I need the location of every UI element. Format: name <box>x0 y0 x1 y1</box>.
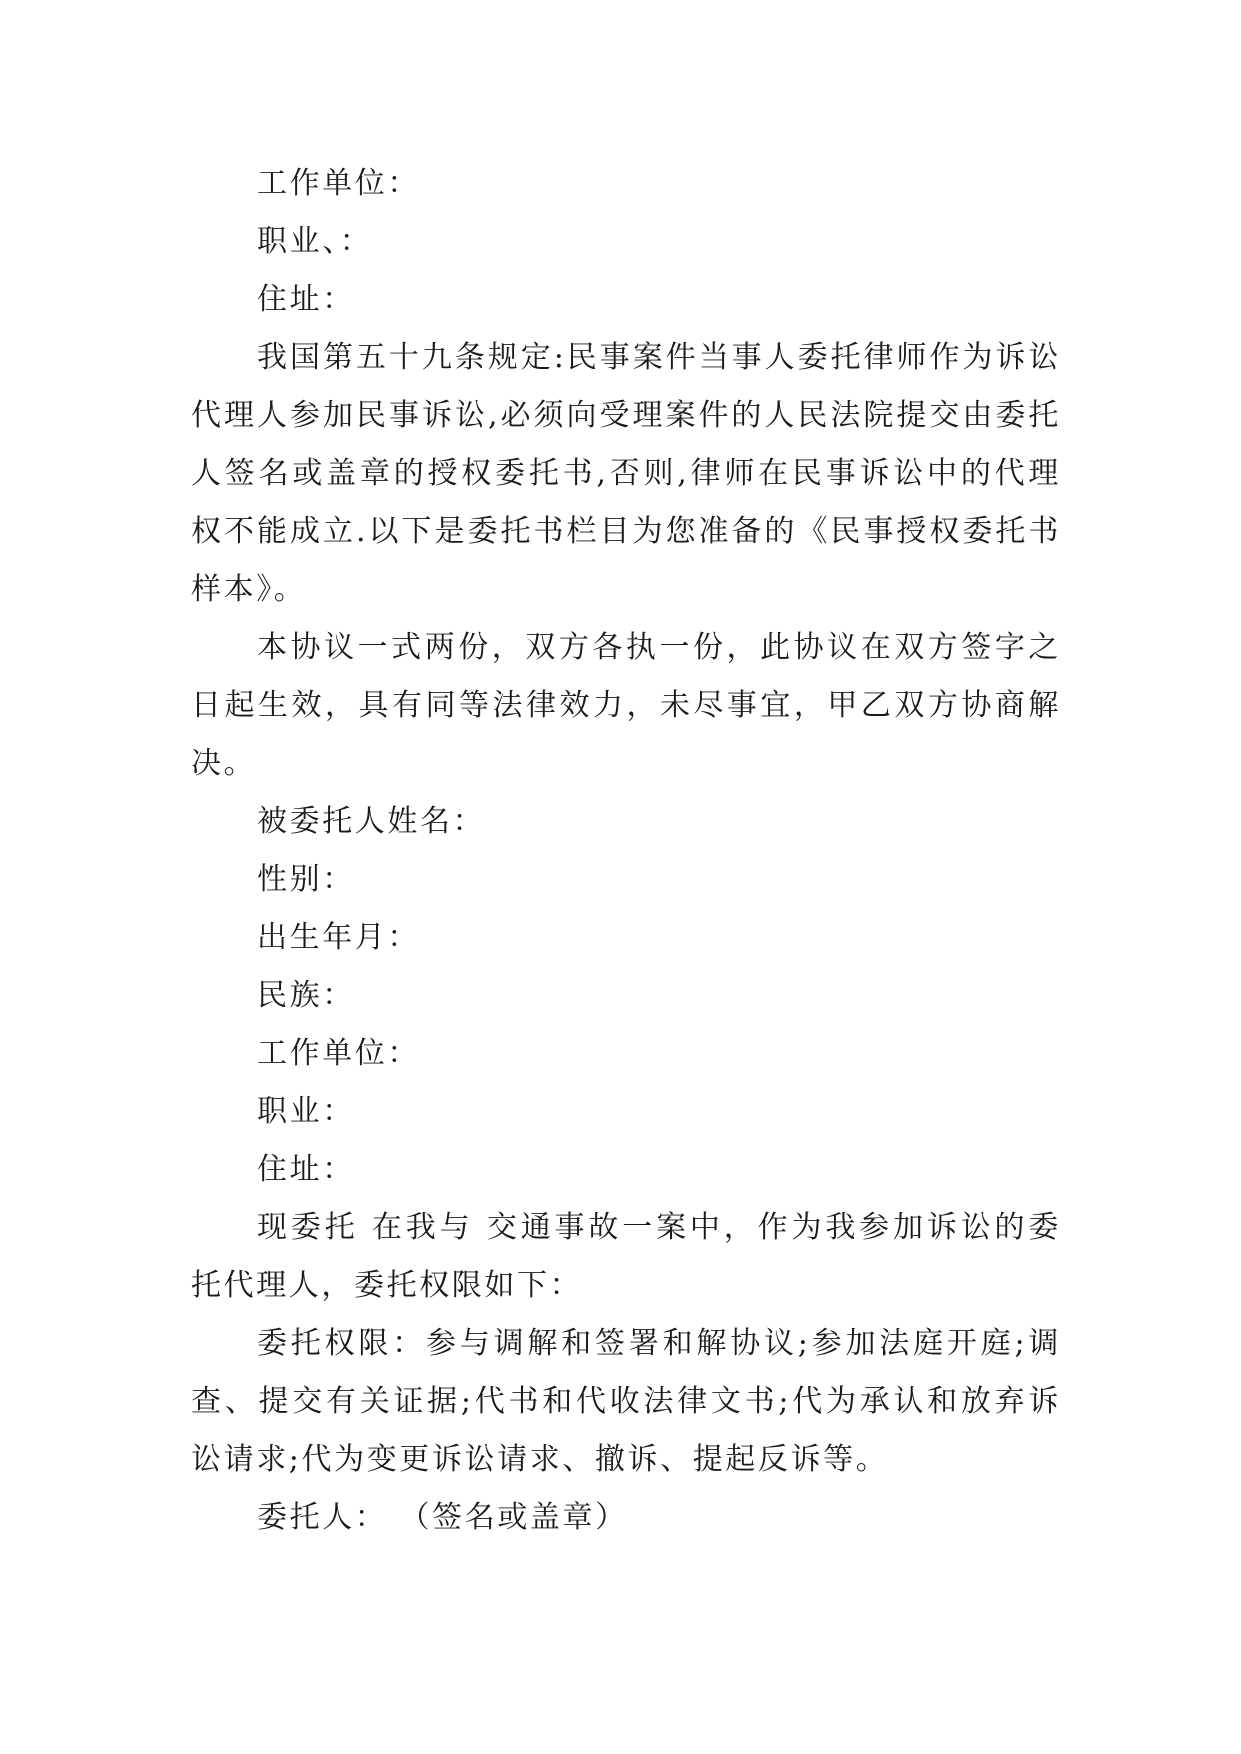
field-agent-address: 住址： <box>257 1152 355 1187</box>
field-agent-ethnicity: 民族： <box>257 978 355 1013</box>
principal-signature-line: 委托人： （签名或盖章） <box>257 1500 628 1535</box>
field-agent-occupation: 职业： <box>257 1094 355 1129</box>
field-address: 住址： <box>257 282 355 317</box>
field-agent-gender: 性别： <box>257 862 355 897</box>
agreement-paragraph: 本协议一式两份，双方各执一份，此协议在双方签字之日起生效，具有同等法律效力，未尽事宜，甲乙双方协商解决。 <box>191 630 1061 781</box>
field-work-unit: 工作单位： <box>257 166 420 201</box>
field-agent-name: 被委托人姓名： <box>257 804 486 839</box>
document-body <box>191 155 1061 1547</box>
field-agent-birth: 出生年月： <box>257 920 420 955</box>
entrustment-paragraph: 现委托 在我与 交通事故一案中，作为我参加诉讼的委托代理人，委托权限如下： <box>191 1210 1061 1303</box>
intro-paragraph: 我国第五十九条规定:民事案件当事人委托律师作为诉讼代理人参加民事诉讼,必须向受理案件的人民法院提交由委托人签名或盖章的授权委托书,否则,律师在民事诉讼中的代理权不能成立.以下是委托书栏目为您准备的《民事授权委托书样本》。 <box>191 340 1061 607</box>
field-agent-work-unit: 工作单位： <box>257 1036 420 1071</box>
field-occupation: 职业、： <box>257 224 373 259</box>
authority-paragraph: 委托权限：参与调解和签署和解协议;参加法庭开庭;调查、提交有关证据;代书和代收法律文书;代为承认和放弃诉讼请求;代为变更诉讼请求、撤诉、提起反诉等。 <box>191 1326 1061 1477</box>
